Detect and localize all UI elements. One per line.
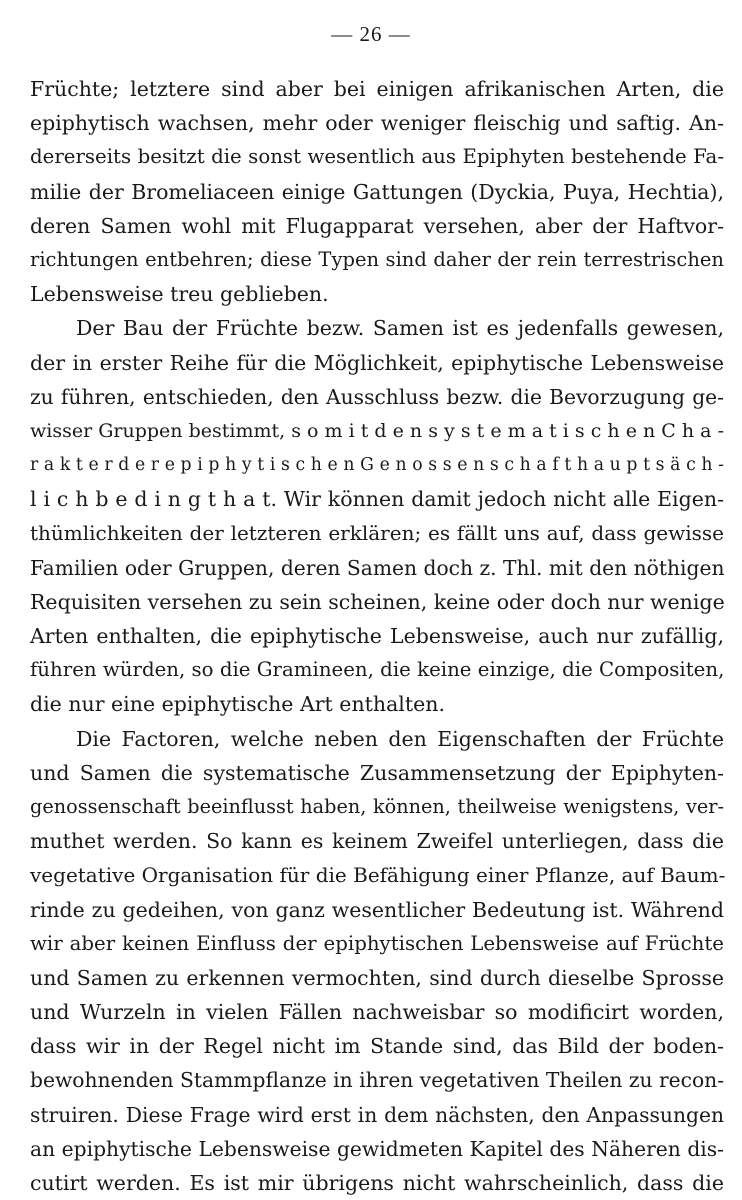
text-line: Lebensweise treu geblieben. <box>30 282 329 307</box>
text-line: muthet werden. So kann es keinem Zweifel unterliegen, dass die <box>30 829 724 854</box>
text-line: genossenschaft beeinflusst haben, können, theilweise wenigstens, ver- <box>30 794 724 818</box>
text-line: milie der Bromeliaceen einige Gattungen (Dyckia, Puya, Hechtia), <box>30 179 724 204</box>
text-line: l i c h b e d i n g t h a t. Wir können damit jedoch nicht alle Eigen- <box>30 487 724 512</box>
text-line: Arten enthalten, die epiphytische Lebensweise, auch nur zufällig, <box>30 624 724 648</box>
text-line: wisser Gruppen bestimmt, s o m i t d e n s y s t e m a t i s c h e n C h a - <box>30 419 724 442</box>
text-line: die nur eine epiphytische Art enthalten. <box>30 692 445 717</box>
text-line: Früchte; letztere sind aber bei einigen afrikanischen Arten, die <box>30 77 724 101</box>
text-line: vegetative Organisation für die Befähigung einer Pflanze, auf Baum- <box>30 863 726 888</box>
text-line: epiphytisch wachsen, mehr oder weniger fleischig und saftig. An- <box>30 111 724 136</box>
text-line: struiren. Diese Frage wird erst in dem nächsten, den Anpassungen <box>30 1102 724 1127</box>
text-line: thümlichkeiten der letzteren erklären; es fällt uns auf, dass gewisse <box>30 521 724 546</box>
text-line: Requisiten versehen zu sein scheinen, keine oder doch nur wenige <box>30 589 725 614</box>
text-line: dass wir in der Regel nicht im Stande sind, das Bild der boden- <box>30 1034 724 1059</box>
text-line: und Samen zu erkennen vermochten, sind durch dieselbe Sprosse <box>30 965 724 990</box>
paragraph-start-line: Die Factoren, welche neben den Eigenschaften der Früchte <box>76 726 724 751</box>
page-number: — 26 — <box>331 22 411 46</box>
text-line: der in erster Reihe für die Möglichkeit, epiphytische Lebensweise <box>30 350 724 375</box>
text-line: rinde zu gedeihen, von ganz wesentlicher Bedeutung ist. Während <box>30 897 724 922</box>
paragraph-start-line: Der Bau der Früchte bezw. Samen ist es jedenfalls gewesen, <box>76 316 724 341</box>
body-text <box>30 72 724 1200</box>
text-line: führen würden, so die Gramineen, die keine einzige, die Compositen, <box>30 658 725 682</box>
text-line: Familien oder Gruppen, deren Samen doch z. Thl. mit den nöthigen <box>30 555 725 580</box>
text-line: bewohnenden Stammpflanze in ihren vegetativen Theilen zu recon- <box>30 1068 725 1093</box>
text-line: zu führen, entschieden, den Ausschluss bezw. die Bevorzugung ge- <box>30 384 724 409</box>
text-line: und Wurzeln in vielen Fällen nachweisbar so modificirt worden, <box>30 1000 724 1025</box>
text-line: wir aber keinen Einfluss der epiphytischen Lebensweise auf Früchte <box>30 931 724 955</box>
text-line: und Samen die systematische Zusammensetzung der Epiphyten- <box>30 760 724 785</box>
text-line: dererseits besitzt die sonst wesentlich aus Epiphyten bestehende Fa- <box>30 145 724 169</box>
text-line: r a k t e r d e r e p i p h y t i s c h e n G e n o s s e n s c h a f t h a u p t s ä c h - <box>30 455 724 476</box>
text-line: an epiphytische Lebensweise gewidmeten Kapitel des Näheren dis- <box>30 1136 724 1161</box>
text-line: cutirt werden. Es ist mir übrigens nicht wahrscheinlich, dass die <box>30 1171 724 1195</box>
text-line: deren Samen wohl mit Flugapparat versehen, aber der Haftvor- <box>30 213 724 238</box>
text-line: richtungen entbehren; diese Typen sind daher der rein terrestrischen <box>30 247 724 271</box>
